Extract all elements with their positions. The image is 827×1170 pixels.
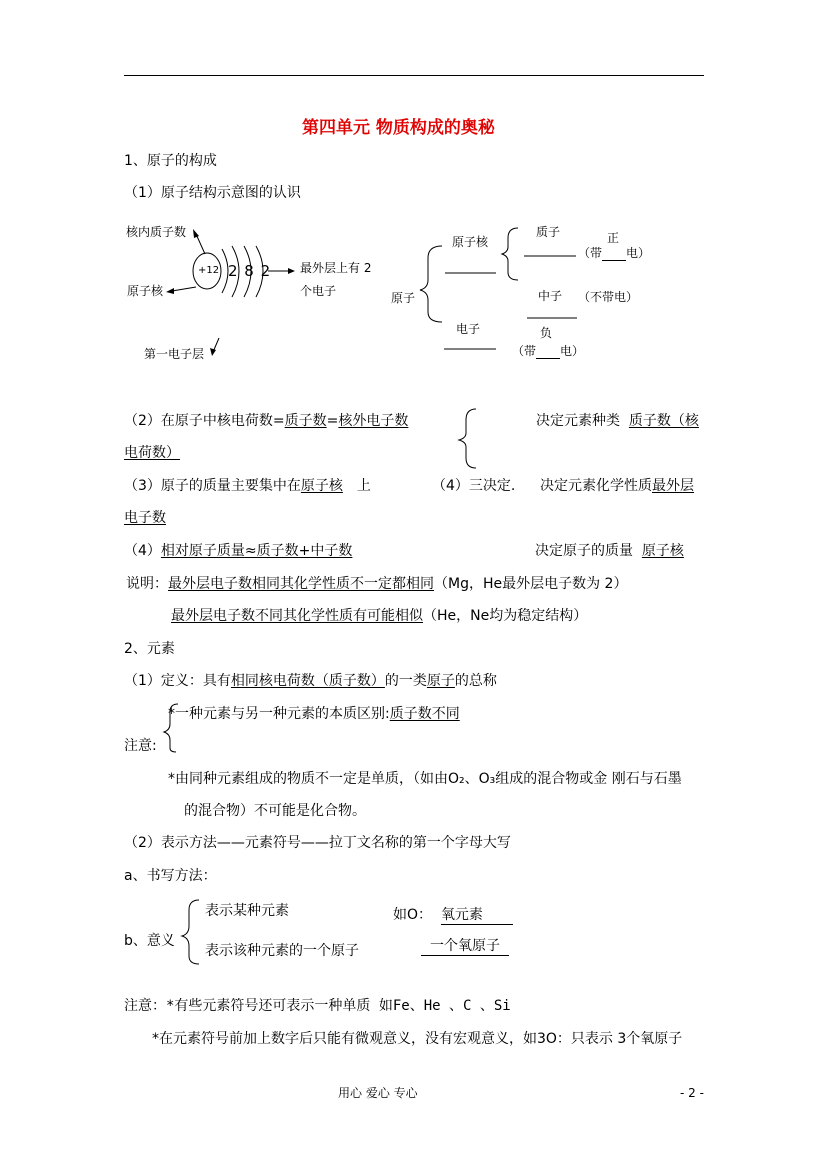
representation-method: （2）表示方法——元素符号——拉丁文名称的第一个字母大写 [124, 835, 511, 851]
note-b-line2: 的混合物）不可能是化合物。 [184, 803, 366, 819]
determine-chem-property: 决定元素化学性质最外层 [540, 478, 694, 494]
line-4-relative-mass: （4）相对原子质量≈质子数+中子数 [124, 543, 353, 559]
label-nucleus-protons: 核内质子数 [126, 225, 187, 239]
tree-proton: 质子 [536, 225, 561, 239]
note-a: *一种元素与另一种元素的本质区别:质子数不同 [168, 706, 460, 722]
section1-heading: 1、原子的构成 [124, 153, 217, 169]
outer-shell-line2: 个电子 [300, 284, 337, 298]
tree-atom: 原子 [391, 291, 416, 305]
tree-positive: 正 [607, 231, 620, 245]
example-2: 一个氧原子 [421, 937, 509, 956]
note-1: 说明：最外层电子数相同其化学性质不一定都相同（Mg，He最外层电子数为 2） [126, 576, 628, 592]
meaning-label: b、意义 [124, 933, 175, 949]
determine-element-type: 决定元素种类 质子数（核 [536, 413, 699, 429]
note-2: 最外层电子数不同其化学性质有可能相似（He，Ne均为稳定结构） [171, 608, 588, 624]
section1-sub1: （1）原子结构示意图的认识 [124, 185, 301, 201]
meaning-2: 表示该种元素的一个原子 [205, 943, 359, 959]
note-label: 注意: [124, 738, 157, 754]
note-3-line1: 注意：*有些元素符号还可表示一种单质 如Fe、He 、C 、Si [124, 998, 511, 1014]
label-first-shell: 第一电子层 [144, 347, 205, 361]
tree-electron-charge: （带 电） [512, 344, 585, 358]
element-definition: （1）定义：具有相同核电荷数（质子数）的一类原子的总称 [124, 673, 497, 689]
tree-neutron: 中子 [538, 289, 563, 303]
tree-electron: 电子 [456, 322, 481, 336]
meaning-1: 表示某种元素 [205, 903, 289, 919]
footer-motto: 用心 爱心 专心 [338, 1086, 418, 1100]
note-b-line1: *由同种元素组成的物质不一定是单质，（如由O₂、O₃组成的混合物或金 刚石与石墨 [168, 771, 682, 787]
three-determines-label: （4）三决定. [432, 478, 516, 494]
tree-nucleus: 原子核 [452, 235, 489, 249]
determine-chem-property-cont: 电子数 [124, 510, 166, 526]
tree-neutron-charge: （不带电） [578, 290, 639, 304]
tree-negative: 负 [540, 326, 553, 340]
page-title: 第四单元 物质构成的奥秘 [302, 118, 495, 138]
determine-atom-mass: 决定原子的质量 原子核 [535, 543, 684, 559]
page-number: - 2 - [680, 1086, 704, 1100]
determine-element-type-cont: 电荷数） [124, 445, 180, 461]
label-nucleus: 原子核 [127, 284, 164, 298]
note-3-line2: *在元素符号前加上数字后只能有微观意义，没有宏观意义，如3O：只表示 3个氧原子 [152, 1031, 683, 1047]
outer-shell-line1: 最外层上有 2 [300, 261, 372, 275]
line-3-mass: （3）原子的质量主要集中在原子核 上 [124, 478, 371, 494]
shell-electrons: 2 8 2 [228, 262, 272, 280]
nucleus-charge: +12 [198, 265, 220, 276]
section2-heading: 2、元素 [124, 641, 175, 657]
line-2-nuclear-charge: （2）在原子中核电荷数=质子数=核外电子数 [124, 413, 409, 429]
example: 如O： 氧元素 [393, 906, 513, 925]
writing-method: a、书写方法： [124, 868, 217, 884]
tree-proton-charge: （带 电） [578, 246, 651, 260]
